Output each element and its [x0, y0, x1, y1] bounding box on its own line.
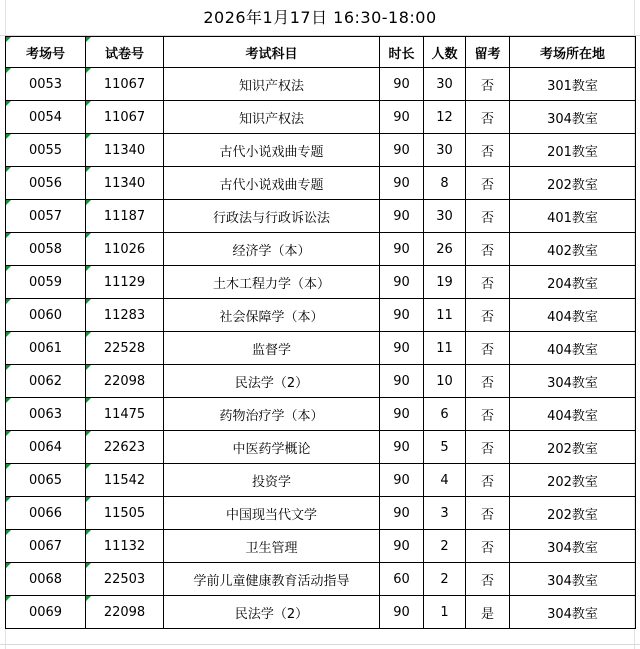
cell-retained[interactable]: 是	[466, 596, 510, 629]
cell-location[interactable]: 301教室	[510, 68, 636, 101]
table-row	[6, 101, 636, 134]
cell-room-no[interactable]: 0068	[6, 563, 86, 596]
cell-retained[interactable]: 否	[466, 134, 510, 167]
cell-retained[interactable]: 否	[466, 101, 510, 134]
cell-room-no[interactable]: 0059	[6, 266, 86, 299]
cell-retained[interactable]: 否	[466, 563, 510, 596]
cell-count[interactable]: 10	[424, 365, 466, 398]
cell-subject[interactable]: 民法学（2）	[164, 365, 380, 398]
cell-duration[interactable]: 90	[380, 266, 424, 299]
header-duration[interactable]: 时长	[380, 37, 424, 68]
cell-retained[interactable]: 否	[466, 68, 510, 101]
cell-paper-no[interactable]: 22623	[86, 431, 164, 464]
table-row	[6, 266, 636, 299]
cell-retained[interactable]: 否	[466, 530, 510, 563]
cell-location[interactable]: 202教室	[510, 167, 636, 200]
header-count[interactable]: 人数	[424, 37, 466, 68]
cell-paper-no[interactable]: 11187	[86, 200, 164, 233]
cell-duration[interactable]: 90	[380, 596, 424, 629]
cell-duration[interactable]: 90	[380, 200, 424, 233]
cell-location[interactable]: 204教室	[510, 266, 636, 299]
cell-retained[interactable]: 否	[466, 398, 510, 431]
cell-retained[interactable]: 否	[466, 497, 510, 530]
cell-paper-no[interactable]: 22098	[86, 596, 164, 629]
cell-room-no[interactable]: 0055	[6, 134, 86, 167]
table-row	[6, 431, 636, 464]
cell-location[interactable]: 202教室	[510, 431, 636, 464]
cell-count[interactable]: 11	[424, 332, 466, 365]
cell-duration[interactable]: 90	[380, 299, 424, 332]
cell-duration[interactable]: 90	[380, 167, 424, 200]
cell-room-no[interactable]: 0063	[6, 398, 86, 431]
cell-location[interactable]: 402教室	[510, 233, 636, 266]
cell-location[interactable]: 202教室	[510, 464, 636, 497]
header-room-no[interactable]: 考场号	[6, 37, 86, 68]
cell-location[interactable]: 404教室	[510, 398, 636, 431]
cell-retained[interactable]: 否	[466, 464, 510, 497]
cell-retained[interactable]: 否	[466, 200, 510, 233]
cell-paper-no[interactable]: 11132	[86, 530, 164, 563]
cell-location[interactable]: 304教室	[510, 563, 636, 596]
cell-count[interactable]: 30	[424, 134, 466, 167]
cell-subject[interactable]: 社会保障学（本）	[164, 299, 380, 332]
table-row	[6, 167, 636, 200]
cell-paper-no[interactable]: 22503	[86, 563, 164, 596]
cell-location[interactable]: 404教室	[510, 332, 636, 365]
schedule-title: 2026年1月17日 16:30-18:00	[203, 8, 437, 27]
table-row	[6, 68, 636, 101]
cell-count[interactable]: 3	[424, 497, 466, 530]
header-paper-no[interactable]: 试卷号	[86, 37, 164, 68]
cell-subject[interactable]: 知识产权法	[164, 101, 380, 134]
table-row	[6, 497, 636, 530]
cell-count[interactable]: 5	[424, 431, 466, 464]
cell-subject[interactable]: 学前儿童健康教育活动指导	[164, 563, 380, 596]
cell-room-no[interactable]: 0065	[6, 464, 86, 497]
table-row	[6, 563, 636, 596]
header-location[interactable]: 考场所在地	[510, 37, 636, 68]
cell-paper-no[interactable]: 11026	[86, 233, 164, 266]
cell-retained[interactable]: 否	[466, 233, 510, 266]
cell-count[interactable]: 1	[424, 596, 466, 629]
cell-duration[interactable]: 90	[380, 365, 424, 398]
cell-retained[interactable]: 否	[466, 266, 510, 299]
cell-subject[interactable]: 药物治疗学（本）	[164, 398, 380, 431]
table-row	[6, 299, 636, 332]
cell-location[interactable]: 304教室	[510, 530, 636, 563]
cell-room-no[interactable]: 0064	[6, 431, 86, 464]
cell-room-no[interactable]: 0062	[6, 365, 86, 398]
cell-paper-no[interactable]: 11475	[86, 398, 164, 431]
cell-paper-no[interactable]: 22528	[86, 332, 164, 365]
cell-count[interactable]: 30	[424, 200, 466, 233]
sheet-gridline	[0, 644, 640, 645]
cell-duration[interactable]: 90	[380, 431, 424, 464]
cell-subject[interactable]: 中医药学概论	[164, 431, 380, 464]
cell-count[interactable]: 11	[424, 299, 466, 332]
cell-location[interactable]: 201教室	[510, 134, 636, 167]
cell-room-no[interactable]: 0060	[6, 299, 86, 332]
cell-paper-no[interactable]: 11340	[86, 167, 164, 200]
cell-count[interactable]: 30	[424, 68, 466, 101]
cell-count[interactable]: 8	[424, 167, 466, 200]
cell-subject[interactable]: 土木工程力学（本）	[164, 266, 380, 299]
cell-room-no[interactable]: 0067	[6, 530, 86, 563]
cell-paper-no[interactable]: 11067	[86, 68, 164, 101]
cell-retained[interactable]: 否	[466, 332, 510, 365]
cell-paper-no[interactable]: 11542	[86, 464, 164, 497]
cell-retained[interactable]: 否	[466, 431, 510, 464]
cell-duration[interactable]: 90	[380, 134, 424, 167]
cell-subject[interactable]: 古代小说戏曲专题	[164, 167, 380, 200]
cell-room-no[interactable]: 0058	[6, 233, 86, 266]
cell-duration[interactable]: 90	[380, 332, 424, 365]
cell-count[interactable]: 26	[424, 233, 466, 266]
table-row	[6, 365, 636, 398]
cell-count[interactable]: 12	[424, 101, 466, 134]
table-row	[6, 332, 636, 365]
cell-retained[interactable]: 否	[466, 365, 510, 398]
table-row	[6, 233, 636, 266]
cell-duration[interactable]: 60	[380, 563, 424, 596]
table-row	[6, 398, 636, 431]
table-row	[6, 596, 636, 629]
cell-duration[interactable]: 90	[380, 497, 424, 530]
cell-location[interactable]: 304教室	[510, 596, 636, 629]
cell-subject[interactable]: 中国现当代文学	[164, 497, 380, 530]
cell-duration[interactable]: 90	[380, 233, 424, 266]
header-retained[interactable]: 留考	[466, 37, 510, 68]
table-body	[6, 68, 636, 629]
cell-duration[interactable]: 90	[380, 68, 424, 101]
cell-subject[interactable]: 监督学	[164, 332, 380, 365]
cell-location[interactable]: 304教室	[510, 365, 636, 398]
cell-subject[interactable]: 投资学	[164, 464, 380, 497]
cell-room-no[interactable]: 0057	[6, 200, 86, 233]
cell-location[interactable]: 304教室	[510, 101, 636, 134]
cell-room-no[interactable]: 0056	[6, 167, 86, 200]
cell-subject[interactable]: 民法学（2）	[164, 596, 380, 629]
cell-count[interactable]: 6	[424, 398, 466, 431]
cell-room-no[interactable]: 0061	[6, 332, 86, 365]
cell-count[interactable]: 19	[424, 266, 466, 299]
cell-duration[interactable]: 90	[380, 530, 424, 563]
cell-paper-no[interactable]: 11283	[86, 299, 164, 332]
cell-count[interactable]: 2	[424, 530, 466, 563]
table-row	[6, 464, 636, 497]
cell-duration[interactable]: 90	[380, 101, 424, 134]
cell-location[interactable]: 202教室	[510, 497, 636, 530]
cell-duration[interactable]: 90	[380, 464, 424, 497]
cell-paper-no[interactable]: 11129	[86, 266, 164, 299]
exam-schedule-table	[5, 36, 636, 629]
cell-subject[interactable]: 知识产权法	[164, 68, 380, 101]
cell-room-no[interactable]: 0054	[6, 101, 86, 134]
cell-subject[interactable]: 经济学（本）	[164, 233, 380, 266]
cell-location[interactable]: 401教室	[510, 200, 636, 233]
cell-subject[interactable]: 行政法与行政诉讼法	[164, 200, 380, 233]
cell-subject[interactable]: 卫生管理	[164, 530, 380, 563]
cell-paper-no[interactable]: 11505	[86, 497, 164, 530]
header-subject[interactable]: 考试科目	[164, 37, 380, 68]
cell-duration[interactable]: 90	[380, 398, 424, 431]
cell-count[interactable]: 4	[424, 464, 466, 497]
cell-count[interactable]: 2	[424, 563, 466, 596]
cell-paper-no[interactable]: 11340	[86, 134, 164, 167]
cell-location[interactable]: 404教室	[510, 299, 636, 332]
table-row	[6, 530, 636, 563]
cell-subject[interactable]: 古代小说戏曲专题	[164, 134, 380, 167]
table-row	[6, 134, 636, 167]
cell-paper-no[interactable]: 11067	[86, 101, 164, 134]
table-row	[6, 200, 636, 233]
cell-paper-no[interactable]: 22098	[86, 365, 164, 398]
cell-retained[interactable]: 否	[466, 299, 510, 332]
cell-room-no[interactable]: 0069	[6, 596, 86, 629]
cell-room-no[interactable]: 0066	[6, 497, 86, 530]
cell-room-no[interactable]: 0053	[6, 68, 86, 101]
table-header-row	[6, 37, 636, 68]
cell-retained[interactable]: 否	[466, 167, 510, 200]
